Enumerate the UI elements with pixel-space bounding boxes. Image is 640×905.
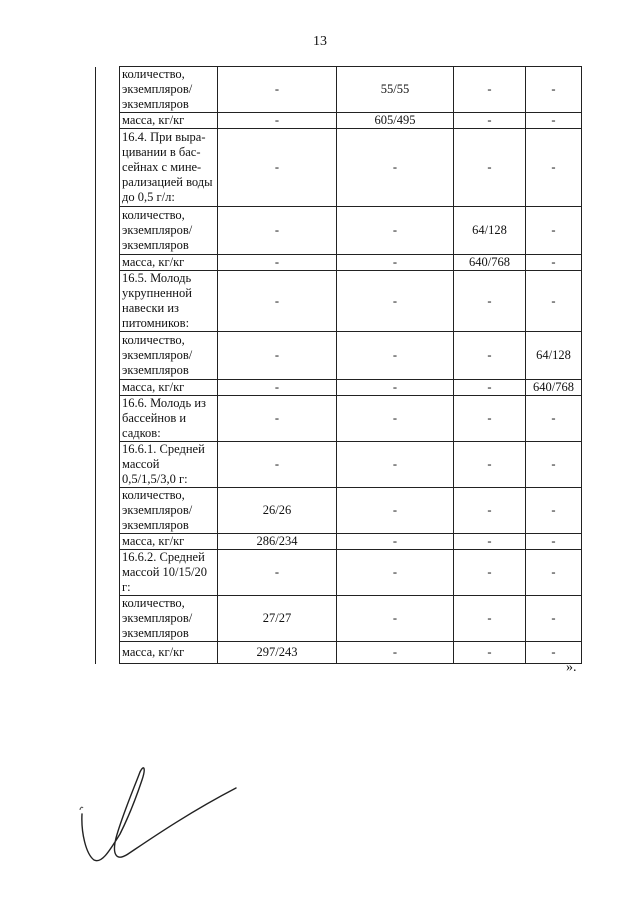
value-cell: - [218, 396, 337, 442]
value-cell: - [454, 396, 526, 442]
value-cell: - [218, 129, 337, 207]
blank-margin-cell [96, 332, 120, 380]
table-row [96, 207, 582, 255]
value-cell: - [454, 442, 526, 488]
blank-margin-cell [96, 113, 120, 129]
value-cell: - [337, 534, 454, 550]
blank-margin-cell [96, 534, 120, 550]
value-cell: - [526, 534, 582, 550]
table-row [96, 488, 582, 534]
value-cell: - [337, 442, 454, 488]
table-row [96, 255, 582, 271]
value-cell: - [526, 129, 582, 207]
row-label: количество, экземпляров/ экземпляров [120, 207, 218, 255]
table-row [96, 396, 582, 442]
value-cell: - [218, 207, 337, 255]
value-cell: - [526, 642, 582, 664]
table-row [96, 113, 582, 129]
value-cell: - [218, 332, 337, 380]
blank-margin-cell [96, 396, 120, 442]
table-row [96, 380, 582, 396]
value-cell: 605/495 [337, 113, 454, 129]
value-cell: - [337, 550, 454, 596]
value-cell: 640/768 [526, 380, 582, 396]
value-cell: - [218, 113, 337, 129]
value-cell: 640/768 [454, 255, 526, 271]
table-row [96, 129, 582, 207]
value-cell: - [454, 488, 526, 534]
blank-margin-cell [96, 129, 120, 207]
value-cell: 55/55 [337, 67, 454, 113]
row-label: масса, кг/кг [120, 642, 218, 664]
value-cell: - [218, 67, 337, 113]
blank-margin-cell [96, 207, 120, 255]
row-label: масса, кг/кг [120, 113, 218, 129]
blank-margin-cell [96, 596, 120, 642]
value-cell: - [454, 596, 526, 642]
value-cell: - [337, 642, 454, 664]
value-cell: - [454, 534, 526, 550]
table-row [96, 534, 582, 550]
value-cell: - [337, 129, 454, 207]
row-label: 16.4. При выра-цивании в бас-сейнах с мине-рализацией воды до 0,5 г/л: [120, 129, 218, 207]
value-cell: - [526, 207, 582, 255]
value-cell: - [454, 67, 526, 113]
row-label: количество, экземпляров/ экземпляров [120, 488, 218, 534]
value-cell: - [337, 488, 454, 534]
row-label: 16.6. Молодь из бассейнов и садков: [120, 396, 218, 442]
blank-margin-cell [96, 488, 120, 534]
blank-margin-cell [96, 442, 120, 488]
value-cell: - [454, 129, 526, 207]
blank-margin-cell [96, 255, 120, 271]
row-label: масса, кг/кг [120, 380, 218, 396]
row-label: 16.6.2. Средней массой 10/15/20 г: [120, 550, 218, 596]
value-cell: - [454, 113, 526, 129]
value-cell: - [218, 380, 337, 396]
row-label: 16.6.1. Средней массой 0,5/1,5/3,0 г: [120, 442, 218, 488]
table-row [96, 67, 582, 113]
row-label: 16.5. Молодь укрупненной навески из питомников: [120, 271, 218, 332]
value-cell: - [454, 642, 526, 664]
blank-margin-cell [96, 380, 120, 396]
value-cell: - [337, 271, 454, 332]
value-cell: - [454, 550, 526, 596]
blank-margin-cell [96, 67, 120, 113]
value-cell: - [526, 596, 582, 642]
value-cell: - [337, 380, 454, 396]
value-cell: - [526, 255, 582, 271]
value-cell: - [337, 396, 454, 442]
table-row [96, 442, 582, 488]
table-row [96, 332, 582, 380]
row-label: количество, экземпляров/ экземпляров [120, 596, 218, 642]
value-cell: - [218, 442, 337, 488]
value-cell: 27/27 [218, 596, 337, 642]
value-cell: - [526, 396, 582, 442]
row-label: масса, кг/кг [120, 255, 218, 271]
signature-image [76, 758, 246, 868]
table-row [96, 642, 582, 664]
value-cell: 26/26 [218, 488, 337, 534]
value-cell: - [337, 255, 454, 271]
row-label: количество, экземпляров/ экземпляров [120, 67, 218, 113]
row-label: количество, экземпляров/ экземпляров [120, 332, 218, 380]
value-cell: - [526, 67, 582, 113]
page-number: 13 [313, 34, 327, 49]
table-row [96, 596, 582, 642]
value-cell: - [526, 488, 582, 534]
blank-margin-cell [96, 642, 120, 664]
blank-margin-cell [96, 271, 120, 332]
value-cell: - [454, 332, 526, 380]
value-cell: - [526, 442, 582, 488]
value-cell: 64/128 [526, 332, 582, 380]
value-cell: - [218, 255, 337, 271]
value-cell: 297/243 [218, 642, 337, 664]
value-cell: 64/128 [454, 207, 526, 255]
value-cell: 286/234 [218, 534, 337, 550]
table-row [96, 271, 582, 332]
value-cell: - [526, 113, 582, 129]
blank-margin-cell [96, 550, 120, 596]
value-cell: - [454, 271, 526, 332]
table-row [96, 550, 582, 596]
closing-quote: ». [566, 660, 577, 675]
value-cell: - [218, 271, 337, 332]
value-cell: - [526, 550, 582, 596]
row-label: масса, кг/кг [120, 534, 218, 550]
value-cell: - [454, 380, 526, 396]
value-cell: - [337, 332, 454, 380]
value-cell: - [218, 550, 337, 596]
value-cell: - [337, 207, 454, 255]
value-cell: - [526, 271, 582, 332]
value-cell: - [337, 596, 454, 642]
data-table [95, 66, 582, 664]
